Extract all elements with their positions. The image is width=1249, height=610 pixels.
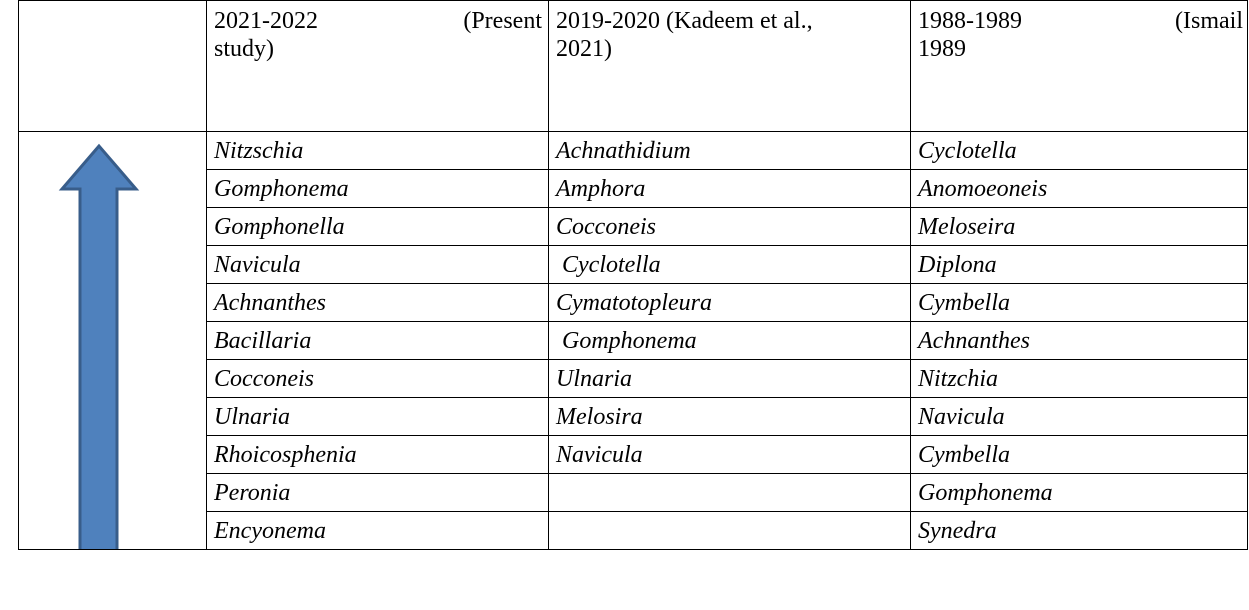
table-cell: Cyclotella [549,246,911,284]
table-cell: Nitzschia [207,132,549,170]
table-cell: Gomphonema [911,474,1248,512]
header-text: 2021) [556,36,612,62]
table-cell: Achnanthes [911,322,1248,360]
table-cell: Cocconeis [549,208,911,246]
table-cell: Gomphonema [549,322,911,360]
table-cell: Gomphonella [207,208,549,246]
table-cell: Meloseira [911,208,1248,246]
table-cell: Achnathidium [549,132,911,170]
table-cell [549,512,911,550]
table-cell: Navicula [207,246,549,284]
diatom-genera-table [18,0,1248,550]
table-cell: Gomphonema [207,170,549,208]
table-cell: Diplona [911,246,1248,284]
table-cell: Peronia [207,474,549,512]
table-cell: Cyclotella [911,132,1248,170]
table-cell: Cymatotopleura [549,284,911,322]
table-cell: Anomoeoneis [911,170,1248,208]
table-cell: Navicula [911,398,1248,436]
header-row [19,1,1248,132]
table-cell: Amphora [549,170,911,208]
header-text: 2021-2022 [214,8,318,34]
table-cell: Ulnaria [549,360,911,398]
table-cell [549,474,911,512]
table-cell: Encyonema [207,512,549,550]
table-cell: Synedra [911,512,1248,550]
header-present-study [207,1,549,132]
table-cell: Cocconeis [207,360,549,398]
empty-header-cell [19,1,207,132]
header-text: 1989 [918,36,966,62]
table-cell: Melosira [549,398,911,436]
header-text: 2019-2020 (Kadeem et al., [556,8,813,34]
table-cell: Cymbella [911,436,1248,474]
arrow-cell [19,132,207,550]
table-row [19,132,1248,170]
header-text: (Present [463,8,542,34]
header-kadeem-2021 [549,1,911,132]
table-cell: Nitzchia [911,360,1248,398]
header-text: 1988-1989 [918,8,1022,34]
table-cell: Achnanthes [207,284,549,322]
table-cell: Bacillaria [207,322,549,360]
header-ismail-1989 [911,1,1248,132]
table-cell: Cymbella [911,284,1248,322]
header-text: (Ismail [1175,8,1243,34]
table-cell: Navicula [549,436,911,474]
table-cell: Rhoicosphenia [207,436,549,474]
table-cell: Ulnaria [207,398,549,436]
up-arrow-icon [19,132,207,550]
header-text: study) [214,36,274,62]
